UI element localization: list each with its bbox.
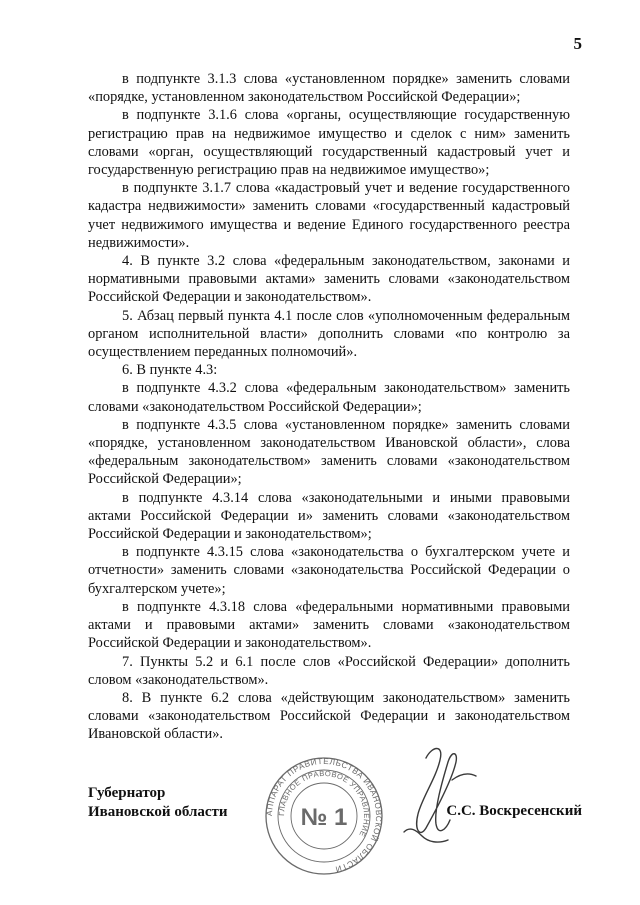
paragraph: 6. В пункте 4.3:: [122, 362, 218, 379]
document-body: [88, 70, 570, 744]
governor-title-line: Губернатор: [88, 785, 166, 801]
paragraph: в подпункте 3.1.7 слова «кадастровый учет и ведение государственного кадастра недвижимости» заменить словами «государственный кадастровый учет недвижимого имущества и ведение Единого государственного реестра недвижимости».: [88, 180, 570, 251]
governor-title: [88, 784, 228, 822]
paragraph: в подпункте 3.1.6 слова «органы, осуществляющие государственную регистрацию прав на недвижимое имущество и сделок с ним» заменить словами «орган, осуществляющий государственный кадастровый учет и государственную регистрацию прав на недвижимое имущество»;: [88, 107, 570, 179]
paragraph: в подпункте 3.1.3 слова «установленном порядке» заменить словами «порядке, установленном законодательством Российской Федерации»;: [88, 71, 570, 106]
paragraph: 5. Абзац первый пункта 4.1 после слов «уполномоченным федеральным органом исполнительной власти» дополнить словами «по контролю за осуществлением переданных полномочий».: [88, 307, 570, 361]
paragraph: 7. Пункты 5.2 и 6.1 после слов «Российской Федерации» дополнить словом «законодательством».: [88, 653, 570, 688]
paragraph: 4. В пункте 3.2 слова «федеральным законодательством, законами и нормативными правовыми актами» заменить словами «законодательством Российской Федерации и законодательством».: [88, 253, 570, 306]
stamp-outer-text: АППАРАТ ПРАВИТЕЛЬСТВА ИВАНОВСКОЙ ОБЛАСТИ: [264, 757, 384, 874]
paragraph: 8. В пункте 6.2 слова «действующим законодательством» заменить словами «законодательством Российской Федерации и законодательством Ивановской области».: [88, 689, 570, 743]
governor-name: С.С. Воскресенский: [446, 803, 582, 819]
stamp-inner-text: ГЛАВНОЕ ПРАВОВОЕ УПРАВЛЕНИЕ: [276, 768, 372, 839]
paragraph: в подпункте 4.3.5 слова «установленном порядке» заменить словами «порядке, установленном законодательством Ивановской области», слова «федеральным законодательством» заменить словами «законодательством Российской Федерации»;: [88, 416, 570, 488]
handwritten-signature: [396, 740, 484, 852]
paragraph: в подпункте 4.3.15 слова «законодательства о бухгалтерском учете и отчетности» заменить словами «законодательства Российской Федерации о бухгалтерском учете»;: [88, 544, 570, 597]
paragraph: в подпункте 4.3.14 слова «законодательными и иными правовыми актами Российской Федерации и» заменить словами «законодательством Российской Федерации и законодательством»;: [88, 489, 570, 543]
page-number: 5: [573, 34, 582, 53]
paragraph: в подпункте 4.3.2 слова «федеральным законодательством» заменить словами «законодательством Российской Федерации»;: [88, 380, 570, 415]
stamp-number: № 1: [300, 804, 348, 831]
paragraph: в подпункте 4.3.18 слова «федеральными нормативными правовыми актами и правовыми актами» заменить словами «законодательством Российской Федерации и законодательством».: [88, 598, 570, 652]
official-stamp: [262, 757, 386, 875]
governor-title-line: Ивановской области: [88, 804, 228, 820]
